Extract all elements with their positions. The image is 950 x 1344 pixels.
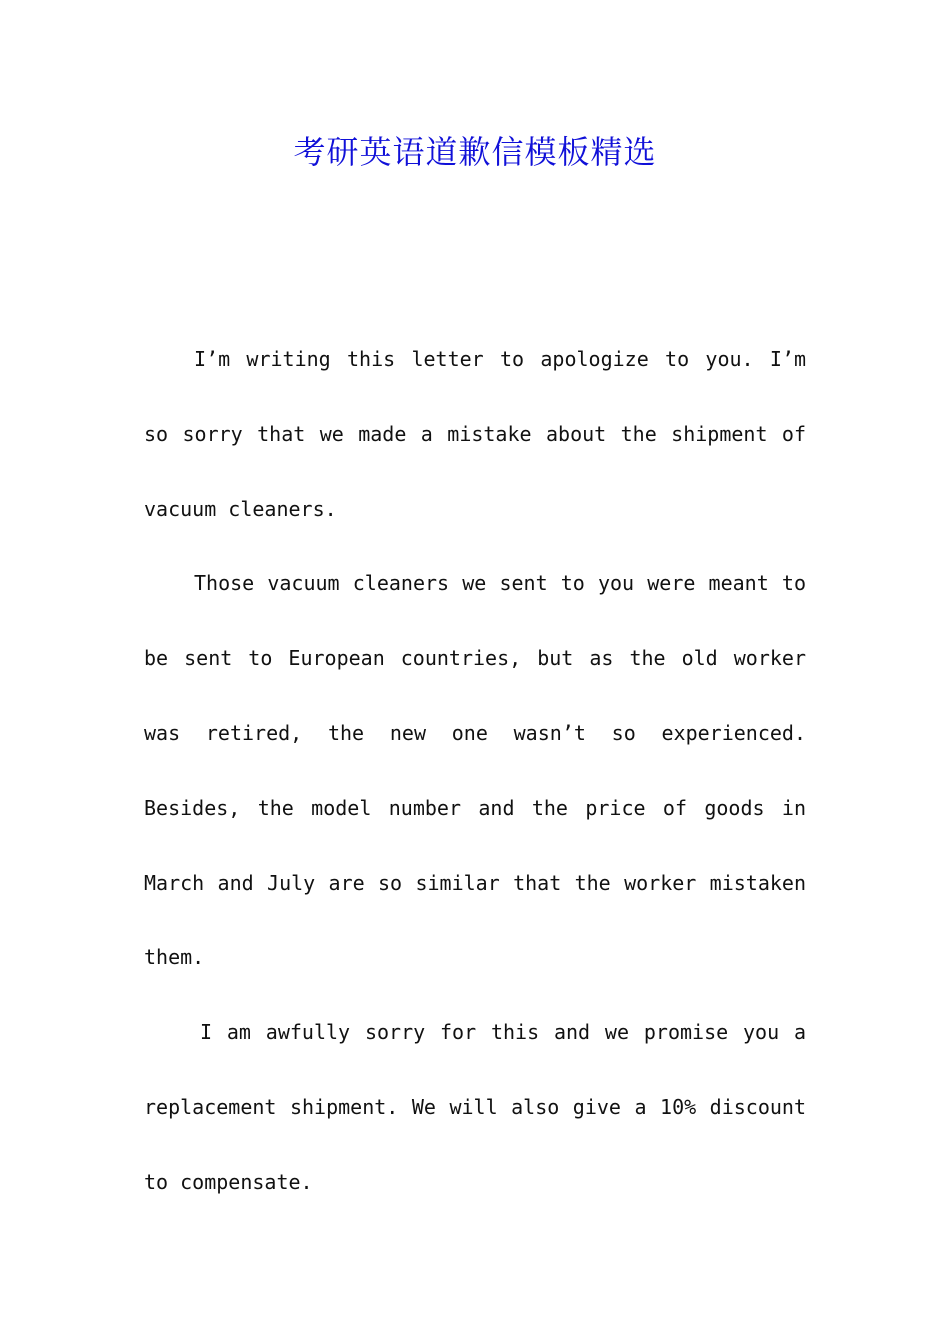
letter-body — [144, 322, 806, 1220]
paragraph-line: I’m writing this letter to apologize to you. I’m — [194, 347, 806, 371]
paragraph-3 — [144, 995, 806, 1219]
paragraph-line: I am awfully sorry for this and we promise you a — [200, 1020, 806, 1045]
paragraph-line: them. — [144, 945, 205, 970]
paragraph-line: was retired, the new one wasn’t so experienced. — [144, 720, 806, 745]
paragraph-1 — [144, 322, 806, 546]
paragraph-line: be sent to European countries, but as the old worker — [144, 646, 806, 671]
document-title: 考研英语道歉信模板精选 — [293, 133, 657, 171]
paragraph-line: replacement shipment. We will also give a 10% discount — [144, 1094, 806, 1119]
paragraph-line: to compensate. — [144, 1169, 313, 1194]
paragraph-line: so sorry that we made a mistake about the shipment of — [144, 421, 806, 446]
paragraph-line: Those vacuum cleaners we sent to you were meant to — [194, 571, 806, 596]
paragraph-2 — [144, 546, 806, 995]
paragraph-line: March and July are so similar that the worker mistaken — [144, 870, 806, 895]
paragraph-line: Besides, the model number and the price of goods in — [144, 795, 806, 820]
paragraph-line: vacuum cleaners. — [144, 496, 337, 521]
